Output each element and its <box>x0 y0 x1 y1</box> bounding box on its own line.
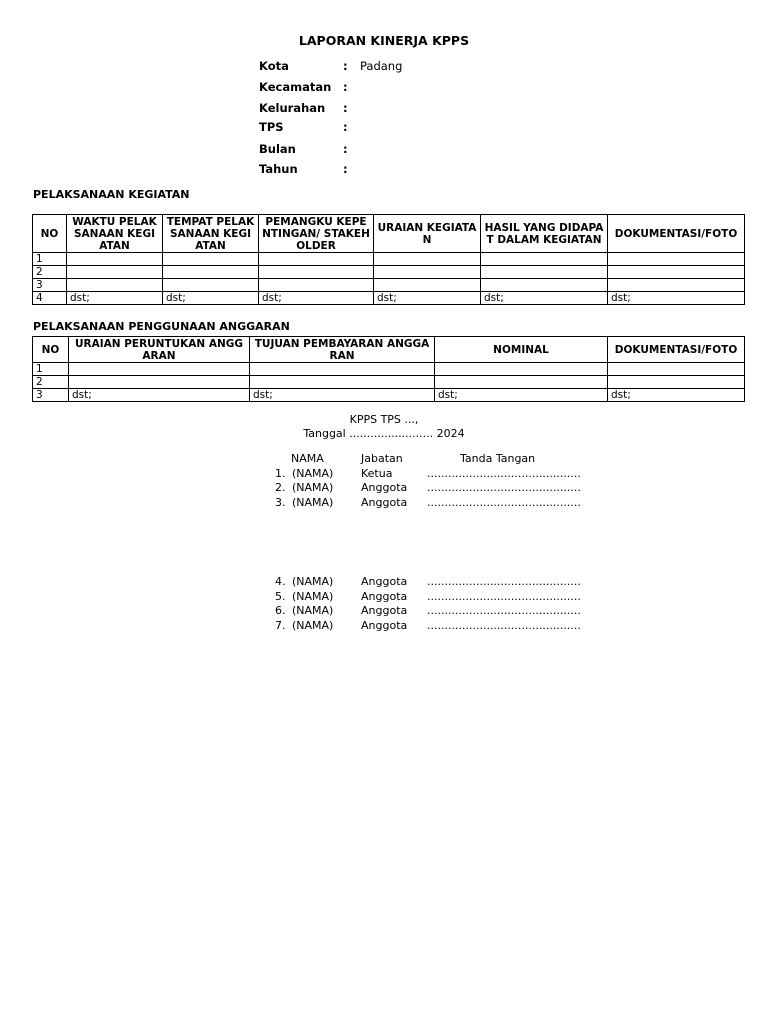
signer-role: Ketua <box>361 467 393 480</box>
meta-label: Kota <box>259 59 289 73</box>
table-cell <box>608 376 745 389</box>
kegiatan-table <box>32 214 745 305</box>
signer-role: Anggota <box>361 590 408 603</box>
table-cell: dst; <box>435 389 608 402</box>
signer-no: 1. <box>275 467 286 480</box>
signer-name: (NAMA) <box>292 481 334 494</box>
section-title-anggaran: PELAKSANAAN PENGGUNAAN ANGGARAN <box>33 320 290 333</box>
signer-role: Anggota <box>361 496 408 509</box>
table-header-row <box>33 337 745 363</box>
signer-no: 2. <box>275 481 286 494</box>
table-cell <box>374 266 481 279</box>
header-cell: WAKTU PELAKSANAAN KEGIATAN <box>67 215 163 253</box>
table-cell: dst; <box>608 292 745 305</box>
table-header-row <box>33 215 745 253</box>
table-cell <box>481 279 608 292</box>
table-cell: 1 <box>33 363 69 376</box>
table-cell <box>67 279 163 292</box>
table-cell <box>250 363 435 376</box>
signer-no: 5. <box>275 590 286 603</box>
table-cell <box>374 279 481 292</box>
meta-label: Kelurahan <box>259 101 326 115</box>
table-cell: dst; <box>67 292 163 305</box>
meta-colon: : <box>343 120 348 134</box>
meta-colon: : <box>343 80 348 94</box>
meta-label: Kecamatan <box>259 80 332 94</box>
col-ttd-header: Tanda Tangan <box>460 452 536 465</box>
meta-label: Bulan <box>259 142 296 156</box>
anggaran-table <box>32 336 745 402</box>
table-cell <box>374 253 481 266</box>
table-row <box>33 266 745 279</box>
signature-line: ............................................ <box>427 619 581 632</box>
table-cell: dst; <box>250 389 435 402</box>
table-cell <box>69 363 250 376</box>
meta-colon: : <box>343 162 348 176</box>
table-cell <box>481 266 608 279</box>
signer-role: Anggota <box>361 604 408 617</box>
section-title-kegiatan: PELAKSANAAN KEGIATAN <box>33 188 190 201</box>
table-cell: 1 <box>33 253 67 266</box>
header-cell: NO <box>33 337 69 363</box>
signature-line: ............................................ <box>427 575 581 588</box>
table-cell <box>163 266 259 279</box>
table-row <box>33 253 745 266</box>
header-cell: NOMINAL <box>435 337 608 363</box>
meta-colon: : <box>343 101 348 115</box>
signer-name: (NAMA) <box>292 590 334 603</box>
signature-line: ............................................ <box>427 604 581 617</box>
table-cell: dst; <box>481 292 608 305</box>
table-cell <box>608 363 745 376</box>
table-cell <box>67 253 163 266</box>
signer-name: (NAMA) <box>292 467 334 480</box>
header-cell: TEMPAT PELAKSANAAN KEGIATAN <box>163 215 259 253</box>
table-row <box>33 389 745 402</box>
signer-name: (NAMA) <box>292 575 334 588</box>
table-row <box>33 376 745 389</box>
table-cell <box>435 363 608 376</box>
table-row <box>33 292 745 305</box>
header-cell: TUJUAN PEMBAYARAN ANGGARAN <box>250 337 435 363</box>
signer-role: Anggota <box>361 481 408 494</box>
table-cell: 2 <box>33 266 67 279</box>
signature-line: ............................................ <box>427 590 581 603</box>
table-cell: 2 <box>33 376 69 389</box>
meta-label: TPS <box>259 120 284 134</box>
table-cell: dst; <box>374 292 481 305</box>
kpps-line: KPPS TPS ..., <box>349 413 419 426</box>
meta-value: Padang <box>360 59 403 73</box>
date-line: Tanggal ........................ 2024 <box>303 427 465 440</box>
table-cell <box>250 376 435 389</box>
signature-line: ............................................ <box>427 496 581 509</box>
table-cell <box>259 266 374 279</box>
table-cell <box>163 253 259 266</box>
table-cell: 4 <box>33 292 67 305</box>
table-cell <box>608 279 745 292</box>
table-cell <box>481 253 608 266</box>
signature-line: ............................................ <box>427 467 581 480</box>
table-cell: dst; <box>69 389 250 402</box>
table-cell <box>259 253 374 266</box>
signer-no: 4. <box>275 575 286 588</box>
col-jabatan-header: Jabatan <box>361 452 403 465</box>
col-nama-header: NAMA <box>291 452 324 465</box>
table-cell: 3 <box>33 279 67 292</box>
signature-line: ............................................ <box>427 481 581 494</box>
signer-no: 6. <box>275 604 286 617</box>
header-cell: NO <box>33 215 67 253</box>
signer-no: 3. <box>275 496 286 509</box>
table-row <box>33 279 745 292</box>
meta-colon: : <box>343 142 348 156</box>
table-cell <box>163 279 259 292</box>
signer-name: (NAMA) <box>292 604 334 617</box>
table-cell <box>67 266 163 279</box>
header-cell: URAIAN KEGIATAN <box>374 215 481 253</box>
table-cell <box>608 253 745 266</box>
meta-label: Tahun <box>259 162 298 176</box>
header-cell: URAIAN PERUNTUKAN ANGGARAN <box>69 337 250 363</box>
meta-colon: : <box>343 59 348 73</box>
table-cell: dst; <box>259 292 374 305</box>
signer-role: Anggota <box>361 619 408 632</box>
signer-no: 7. <box>275 619 286 632</box>
table-cell: 3 <box>33 389 69 402</box>
signer-name: (NAMA) <box>292 619 334 632</box>
header-cell: DOKUMENTASI/FOTO <box>608 337 745 363</box>
document-title: LAPORAN KINERJA KPPS <box>298 33 470 48</box>
table-cell <box>435 376 608 389</box>
header-cell: PEMANGKU KEPENTINGAN/ STAKEHOLDER <box>259 215 374 253</box>
table-cell <box>69 376 250 389</box>
table-cell: dst; <box>608 389 745 402</box>
table-cell <box>608 266 745 279</box>
header-cell: HASIL YANG DIDAPAT DALAM KEGIATAN <box>481 215 608 253</box>
table-cell: dst; <box>163 292 259 305</box>
signer-role: Anggota <box>361 575 408 588</box>
table-row <box>33 363 745 376</box>
header-cell: DOKUMENTASI/FOTO <box>608 215 745 253</box>
table-cell <box>259 279 374 292</box>
signer-name: (NAMA) <box>292 496 334 509</box>
